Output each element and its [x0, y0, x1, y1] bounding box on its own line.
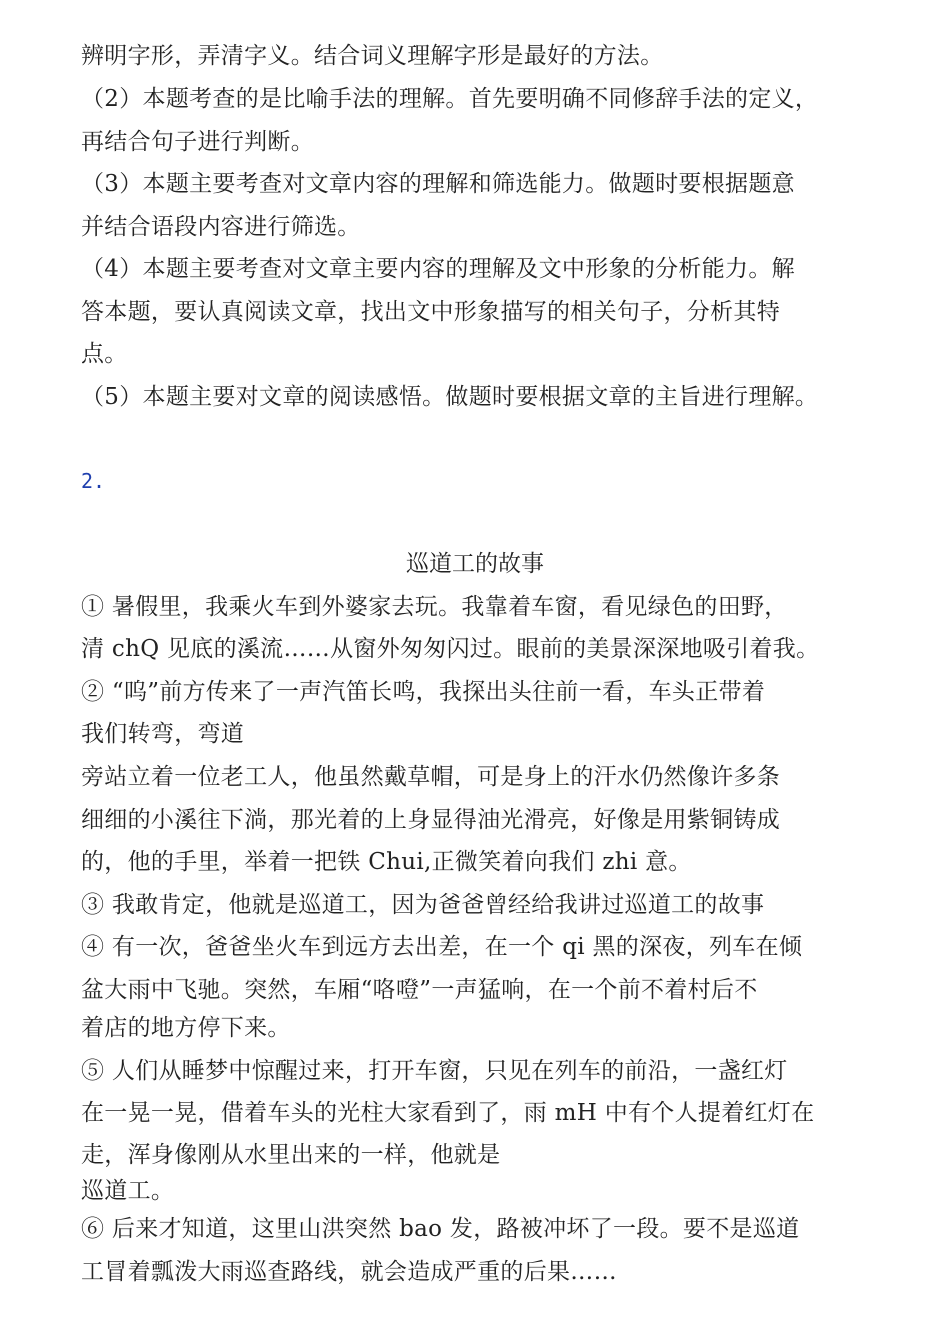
passage-line: ④ 有一次，爸爸坐火车到远方去出差，在一个 qi 黑的深夜，列车在倾 — [81, 934, 803, 960]
passage-line: 细细的小溪往下淌，那光着的上身显得油光滑亮，好像是用紫铜铸成 — [81, 807, 780, 833]
passage-line: 在一晃一晃，借着车头的光柱大家看到了，雨 mH 中有个人提着红灯在 — [81, 1100, 815, 1126]
answer-note-line: （2）本题考查的是比喻手法的理解。首先要明确不同修辞手法的定义， — [81, 86, 819, 112]
passage-line: 清 chQ 见底的溪流……从窗外匆匆闪过。眼前的美景深深地吸引着我。 — [81, 636, 820, 662]
answer-note-line: 点。 — [81, 341, 128, 367]
passage-line: 我们转弯，弯道 — [81, 721, 245, 747]
passage-title: 巡道工的故事 — [406, 551, 544, 577]
passage-line: 巡道工。 — [81, 1178, 175, 1204]
answer-note-line: （5）本题主要对文章的阅读感悟。做题时要根据文章的主旨进行理解。 — [81, 384, 819, 410]
question-number: 2. — [81, 469, 106, 493]
answer-note-line: （3）本题主要考查对文章内容的理解和筛选能力。做题时要根据题意 — [81, 171, 795, 197]
passage-line: ⑥ 后来才知道，这里山洪突然 bao 发，路被冲坏了一段。要不是巡道 — [81, 1216, 800, 1242]
passage-line: ③ 我敢肯定，他就是巡道工，因为爸爸曾经给我讲过巡道工的故事 — [81, 892, 765, 918]
passage-line: ① 暑假里，我乘火车到外婆家去玩。我靠着车窗，看见绿色的田野， — [81, 594, 788, 620]
answer-note-line: 答本题，要认真阅读文章，找出文中形象描写的相关句子，分析其特 — [81, 299, 780, 325]
passage-line: 盆大雨中飞驰。突然，车厢“咯噔”一声猛响，在一个前不着村后不 — [81, 977, 758, 1003]
passage-line: 旁站立着一位老工人，他虽然戴草帽，可是身上的汗水仍然像许多条 — [81, 764, 780, 790]
answer-note-line: 辨明字形，弄清字义。结合词义理解字形是最好的方法。 — [81, 43, 664, 69]
passage-line: 工冒着瓢泼大雨巡查路线，就会造成严重的后果…… — [81, 1259, 617, 1285]
answer-note-line: 并结合语段内容进行筛选。 — [81, 214, 361, 240]
passage-line: 走，浑身像刚从水里出来的一样，他就是 — [81, 1142, 501, 1168]
passage-line: ⑤ 人们从睡梦中惊醒过来，打开车窗，只见在列车的前沿，一盏红灯 — [81, 1058, 788, 1084]
answer-note-line: （4）本题主要考查对文章主要内容的理解及文中形象的分析能力。解 — [81, 256, 795, 282]
answer-note-line: 再结合句子进行判断。 — [81, 129, 314, 155]
passage-line: 着店的地方停下来。 — [81, 1015, 291, 1041]
passage-line: ② “呜”前方传来了一声汽笛长鸣，我探出头往前一看，车头正带着 — [81, 679, 766, 705]
passage-line: 的，他的手里，举着一把铁 Chui,正微笑着向我们 zhi 意。 — [81, 849, 692, 875]
